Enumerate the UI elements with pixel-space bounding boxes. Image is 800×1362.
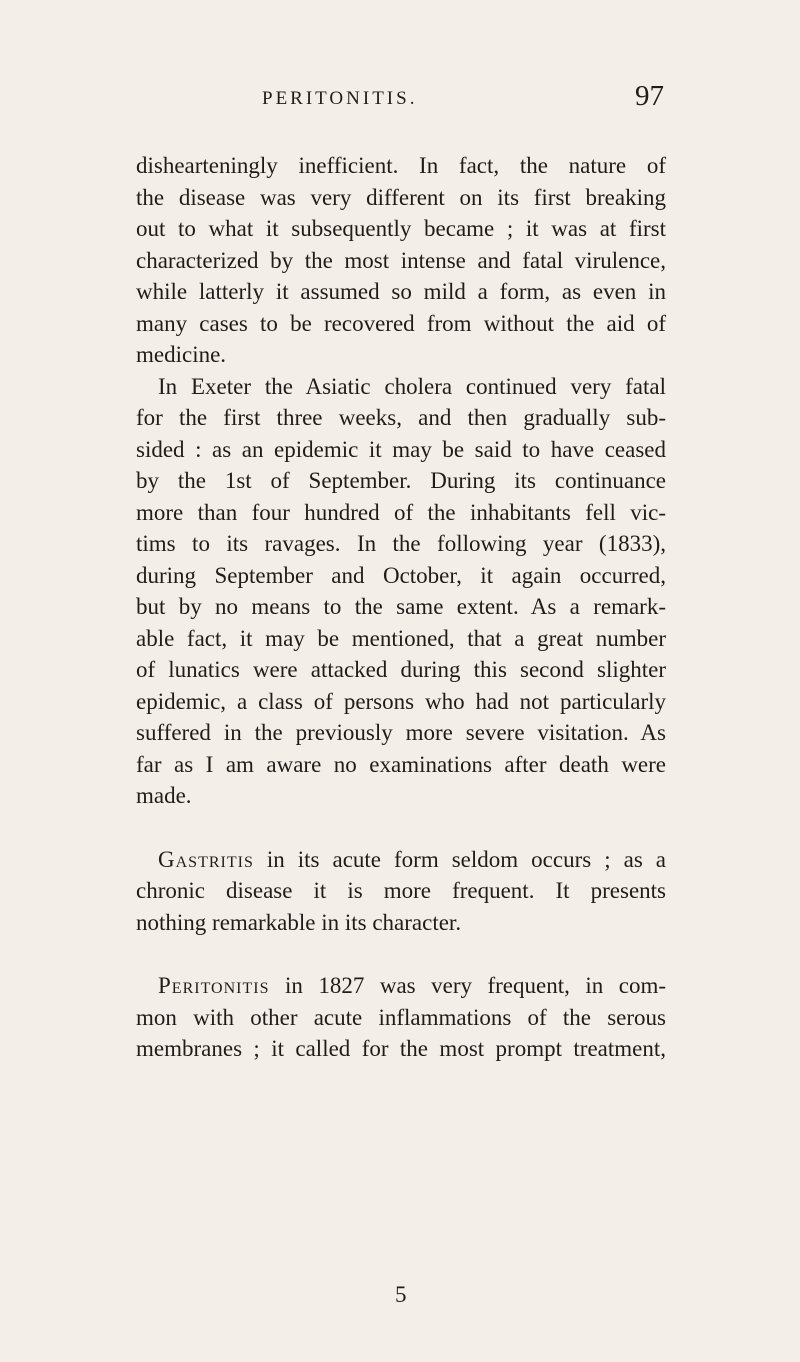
text-line: membranes ; it called for the most prompt treatment, — [136, 1036, 666, 1061]
text-line: while latterly it assumed so mild a form, as even in — [136, 279, 666, 304]
text-line: In Exeter the Asiatic cholera continued very fatal — [158, 373, 666, 399]
text-line: made. — [136, 783, 192, 808]
running-head: PERITONITIS. — [262, 88, 418, 109]
text-line: far as I am aware no examinations after death were — [136, 751, 666, 777]
text-line: out to what it subsequently became ; it was at first — [136, 216, 666, 241]
paragraph-gap — [136, 938, 666, 970]
text-line: medicine. — [136, 342, 227, 367]
body-text — [136, 150, 666, 1065]
paragraph-gastritis — [136, 844, 666, 939]
section-heading-peritonitis: Peritonitis — [158, 973, 270, 998]
text-line: by the 1st of September. During its continuance — [136, 468, 666, 493]
text-line: but by no means to the same extent. As a remark- — [136, 594, 666, 619]
text-line: chronic disease it is more frequent. It presents — [136, 878, 666, 903]
text-line: dishearteningly inefficient. In fact, the nature of — [136, 153, 666, 178]
text-line: suffered in the previously more severe visitation. As — [136, 720, 666, 745]
text-run: in 1827 was very frequent, in com- — [269, 973, 666, 998]
text-line: mon with other acute inflammations of the serous — [136, 1004, 666, 1030]
text-line — [136, 844, 666, 876]
text-line: epidemic, a class of persons who had not particularly — [136, 688, 666, 714]
text-line: the disease was very different on its first breaking — [136, 184, 666, 210]
page-number: 97 — [635, 80, 664, 112]
text-line: nothing remarkable in its character. — [136, 909, 462, 935]
text-line: of lunatics were attacked during this second slighter — [136, 657, 666, 682]
signature-mark: 5 — [395, 1282, 407, 1307]
text-line: for the first three weeks, and then gradually sub- — [136, 405, 666, 430]
paragraph-exeter-cholera — [136, 371, 666, 812]
text-line: more than four hundred of the inhabitants fell vic- — [136, 499, 666, 525]
text-line — [136, 970, 666, 1002]
text-line: tims to its ravages. In the following year (1833), — [136, 531, 666, 556]
section-heading-gastritis: Gastritis — [158, 846, 254, 872]
text-line: characterized by the most intense and fatal virulence, — [136, 247, 666, 273]
text-run: in its acute form seldom occurs ; as a — [253, 846, 666, 872]
paragraph-gap — [136, 812, 666, 844]
paragraph-peritonitis — [136, 970, 666, 1065]
text-line: able fact, it may be mentioned, that a great number — [136, 625, 666, 651]
text-line: many cases to be recovered from without the aid of — [136, 310, 666, 336]
paragraph-continuation — [136, 150, 666, 371]
text-line: during September and October, it again occurred, — [136, 562, 666, 588]
text-line: sided : as an epidemic it may be said to have ceased — [136, 436, 666, 462]
